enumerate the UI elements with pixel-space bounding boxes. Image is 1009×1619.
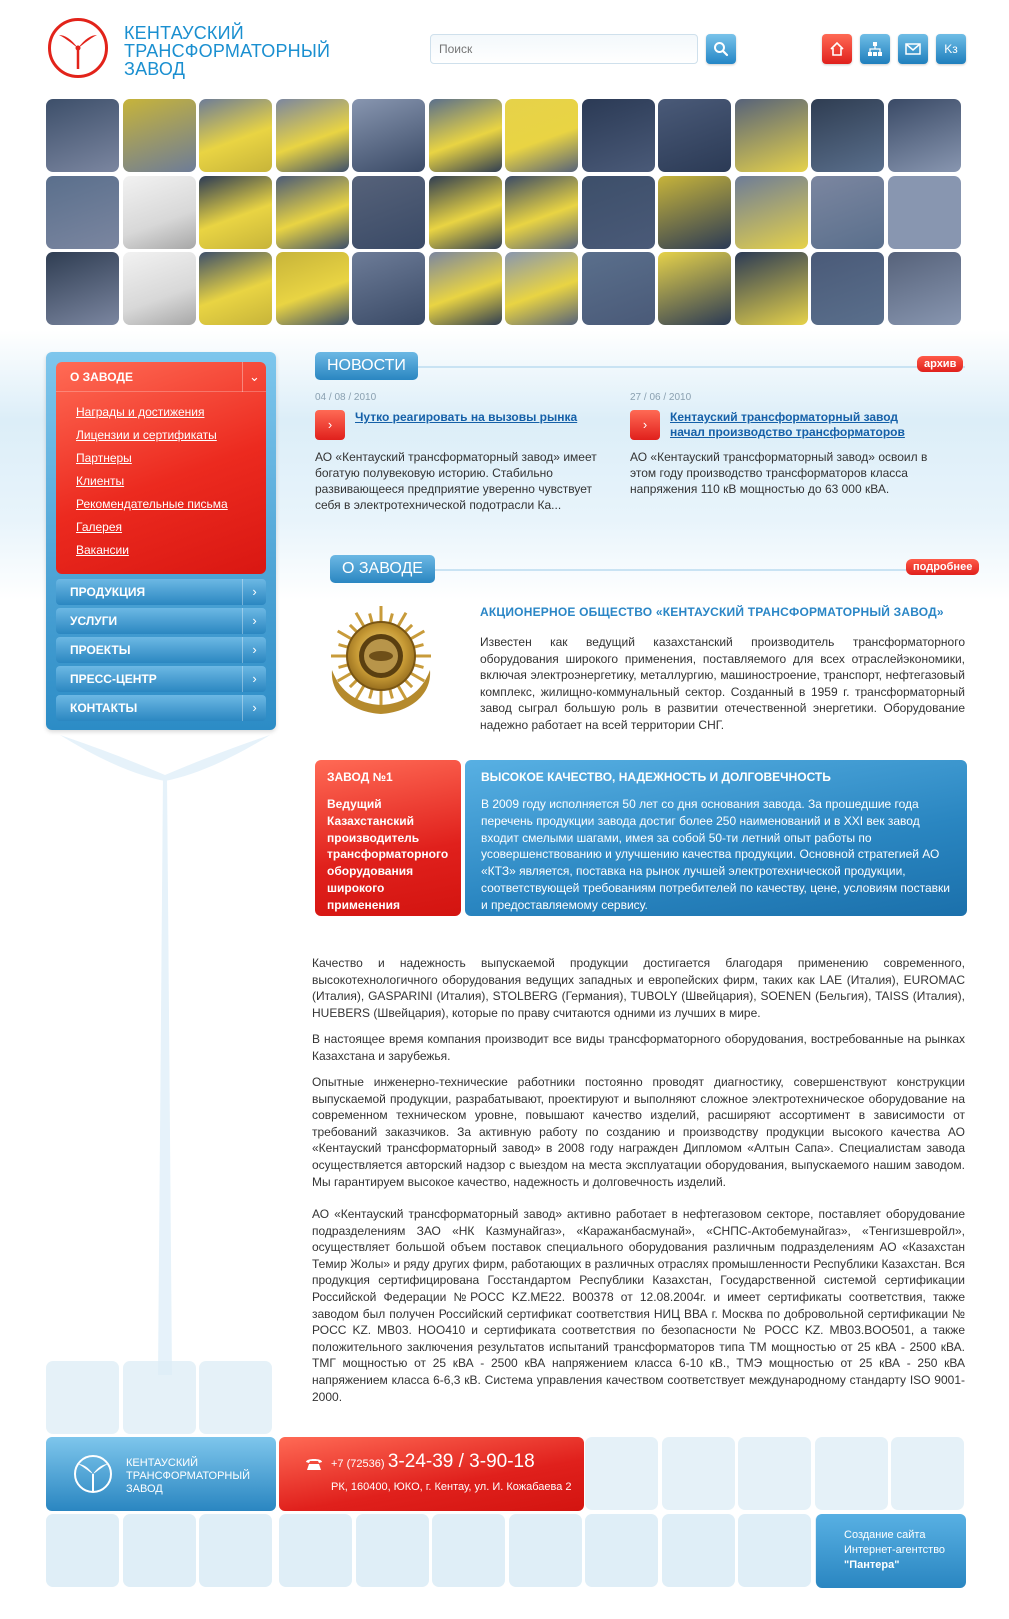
phone-prefix: +7 (72536) — [331, 1458, 385, 1470]
banner-photo-tile — [276, 176, 349, 249]
banner-photo-tile — [582, 176, 655, 249]
chevron-right-icon: › — [242, 695, 266, 721]
banner-photo-tile — [352, 99, 425, 172]
search-button[interactable] — [706, 34, 736, 64]
chevron-right-icon: › — [242, 608, 266, 634]
footer-tile — [662, 1437, 735, 1510]
banner-photo-tile — [811, 252, 884, 325]
banner-photo-tile — [735, 176, 808, 249]
about-paragraph: Опытные инженерно-технические работники постоянно проводят диагностику, совершенствуют конструкции выпускаемой продукции, разрабатывают, проектируют и выполняют сложное электротехническое оборудование на современном техническом уровне, повышают качество изделий, расширяют ассортимент в зависимости от требований заказчиков. За активную работу по созданию и производству продукции высокого качества АО «Кентауский трансформаторный завод» в 2008 году награжден Дипломом «Алтын Сапа». Специалистам завода осуществляется авторский надзор с выездом на места эксплуатации оборудования, выпускаемого нашим заводом. Мы гарантируем высокое качество, надежность и долговечность изделий. — [312, 1075, 965, 1189]
emblem-ray — [356, 613, 364, 627]
red-box-title: ЗАВОД №1 — [327, 770, 393, 784]
menu-item-services[interactable] — [56, 608, 266, 634]
menu-item-press[interactable] — [56, 666, 266, 692]
footer-contacts — [279, 1437, 584, 1511]
logo-mark[interactable] — [48, 18, 108, 78]
footer-tile — [199, 1514, 272, 1587]
footer-tile — [432, 1514, 505, 1587]
turbine-watermark-icon — [60, 735, 270, 1375]
footer-tile — [46, 1361, 119, 1434]
archive-link[interactable]: архив — [917, 356, 963, 372]
banner-photo-tile — [46, 99, 119, 172]
menu-item-label: ПРОЕКТЫ — [70, 643, 131, 657]
footer-tile — [738, 1437, 811, 1510]
logo-text[interactable] — [124, 24, 344, 78]
about-paragraph: В настоящее время компания производит все виды трансформаторного оборудования, востребованные на рынках Казахстана и зарубежья. — [312, 1032, 965, 1063]
banner-photo-tile — [658, 99, 731, 172]
banner-photo-tile — [429, 99, 502, 172]
emblem-ray — [390, 689, 393, 699]
search-input[interactable] — [430, 34, 698, 64]
banner-photo-tile — [658, 252, 731, 325]
footer-logo[interactable] — [46, 1437, 276, 1511]
factory-number-one-box — [315, 760, 461, 916]
menu-item-label: КОНТАКТЫ — [70, 701, 138, 715]
chevron-right-icon: › — [327, 417, 333, 432]
credit-line: Создание сайта — [844, 1529, 926, 1541]
emblem-ray — [390, 613, 393, 623]
menu-item-products[interactable] — [56, 579, 266, 605]
banner-photo-tile — [46, 252, 119, 325]
emblem-ray — [338, 631, 352, 639]
banner-photo-tile — [123, 252, 196, 325]
sitemap-icon — [860, 34, 890, 64]
emblem-ray — [338, 673, 352, 681]
logo-line-2: ТРАНСФОРМАТОРНЫЙ — [124, 41, 331, 61]
award-emblem-icon — [312, 600, 450, 718]
banner-photo-tile — [352, 176, 425, 249]
footer-tile — [46, 1514, 119, 1587]
footer-tile — [662, 1514, 735, 1587]
red-box-text: Ведущий Казахстанский производитель трансформаторного оборудования широкого применения — [327, 797, 449, 912]
sub-link-letters[interactable]: Рекомендательные письма — [76, 497, 228, 511]
sub-link-licenses[interactable]: Лицензии и сертификаты — [76, 428, 217, 442]
banner-photo-tile — [658, 176, 731, 249]
photo-banner — [46, 99, 967, 328]
banner-photo-tile — [888, 176, 961, 249]
footer-tile — [279, 1514, 352, 1587]
banner-photo-tile — [888, 99, 961, 172]
emblem-ray — [410, 673, 424, 681]
banner-photo-tile — [123, 99, 196, 172]
emblem-ray — [414, 665, 424, 668]
sub-link-gallery[interactable]: Галерея — [76, 520, 123, 534]
banner-photo-tile — [505, 252, 578, 325]
footer-tile — [585, 1514, 658, 1587]
banner-photo-tile — [735, 99, 808, 172]
news-date: 27 / 06 / 2010 — [630, 392, 692, 403]
emblem-ray — [370, 613, 373, 623]
sub-link-awards[interactable]: Награды и достижения — [76, 405, 205, 419]
more-link[interactable]: подробнее — [906, 559, 979, 575]
footer-tile — [891, 1437, 964, 1510]
banner-photo-tile — [582, 99, 655, 172]
menu-item-projects[interactable] — [56, 637, 266, 663]
emblem-ray — [405, 625, 412, 632]
turbine-icon — [76, 1457, 110, 1491]
menu-item-contacts[interactable] — [56, 695, 266, 721]
emblem-ray — [398, 685, 406, 699]
banner-photo-tile — [199, 99, 272, 172]
emblem-ray — [398, 613, 406, 627]
quality-box — [465, 760, 967, 916]
developer-credit[interactable] — [816, 1514, 966, 1588]
banner-photo-tile — [352, 252, 425, 325]
footer-tile — [356, 1514, 429, 1587]
news-title-link[interactable]: Чутко реагировать на вызовы рынка — [355, 410, 578, 424]
chevron-right-icon: › — [242, 666, 266, 692]
banner-photo-tile — [46, 176, 119, 249]
sub-link-vacancies[interactable]: Вакансии — [76, 543, 129, 557]
about-title: О ЗАВОДЕ — [330, 555, 435, 583]
logo-line-1: КЕНТАУСКИЙ — [124, 23, 244, 43]
news-text: АО «Кентауский трансформаторный завод» освоил в этом году производство трансформаторов класса напряжения 110 кВ мощностью до 63 000 кВА. — [630, 450, 928, 496]
emblem-ray — [414, 645, 424, 648]
sub-link-partners[interactable]: Партнеры — [76, 451, 132, 465]
emblem-ray — [350, 625, 357, 632]
news-date: 04 / 08 / 2010 — [315, 392, 377, 403]
banner-photo-tile — [123, 176, 196, 249]
footer-tile — [123, 1514, 196, 1587]
about-intro: Известен как ведущий казахстанский производитель трансформаторного оборудования широкого применения, поставляемого для всех отраслейэкономики, включая электроэнергетику, металлургию, машиностроение, транспорт, нефтегазовый комплекс, жилищно-коммунальный сектор. Созданный в 1959 г. трансформаторный завод сыграл большую роль в развитии отечественной энергетики. Оборудование надежно работает на всей территории СНГ. — [480, 635, 965, 732]
chevron-down-icon: ⌄ — [242, 362, 266, 392]
footer-tile — [123, 1361, 196, 1434]
address: РК, 160400, ЮКО, г. Кентау, ул. И. Кожабаева 2 — [331, 1481, 572, 1493]
news-text: АО «Кентауский трансформаторный завод» имеет богатую полувековую историю. Стабильно развивающееся предприятие уверенно чувствует себя в электротехнической подотрасли Ка... — [315, 450, 597, 512]
banner-photo-tile — [582, 252, 655, 325]
news-title: НОВОСТИ — [315, 352, 418, 380]
credit-line: "Пантера" — [844, 1559, 900, 1571]
emblem-ray — [338, 665, 348, 668]
news-arrow-button[interactable] — [315, 410, 345, 440]
menu-item-label: УСЛУГИ — [70, 614, 118, 628]
banner-photo-tile — [888, 252, 961, 325]
blue-box-text: В 2009 году исполняется 50 лет со дня основания завода. За прошедшие года перечень продукции завода достиг более 250 наименований и в XXI век завод входит смелыми шагами, имея за собой 50-ти летний опыт работы по усовершенствованию и улучшению качества продукции. Основной стратегией АО «КТЗ» является, поставка на рынок лучшей электротехнической продукции, соответствующей требованиям потребителей по качеству, цене, условиям поставки и предоставляемому сервису. — [481, 797, 950, 912]
menu-item-about[interactable] — [56, 362, 266, 392]
turbine-icon — [57, 27, 99, 69]
phone-numbers: 3-24-39 / 3-90-18 — [387, 1451, 535, 1472]
banner-photo-tile — [735, 252, 808, 325]
language-button[interactable]: Kз — [936, 34, 966, 64]
chevron-right-icon: › — [242, 579, 266, 605]
emblem-ray — [410, 631, 424, 639]
footer-tile — [199, 1361, 272, 1434]
phone-icon — [305, 1457, 323, 1471]
emblem-ray — [356, 685, 364, 699]
menu-item-about-label: О ЗАВОДЕ — [70, 370, 133, 384]
menu-item-label: ПРОДУКЦИЯ — [70, 585, 146, 599]
banner-photo-tile — [199, 176, 272, 249]
home-button[interactable] — [822, 34, 852, 64]
sitemap-button[interactable] — [860, 34, 890, 64]
blue-box-title: ВЫСОКОЕ КАЧЕСТВО, НАДЕЖНОСТЬ И ДОЛГОВЕЧНОСТЬ — [481, 770, 831, 784]
home-icon — [822, 34, 852, 64]
banner-photo-tile — [505, 176, 578, 249]
footer-logo-line: КЕНТАУСКИЙ — [126, 1457, 199, 1469]
banner-photo-tile — [429, 252, 502, 325]
banner-photo-tile — [199, 252, 272, 325]
mail-button[interactable] — [898, 34, 928, 64]
logo-line-3: ЗАВОД — [124, 59, 186, 79]
chevron-right-icon: › — [242, 637, 266, 663]
emblem-ray — [338, 645, 348, 648]
emblem-ray — [405, 680, 412, 687]
about-paragraph: Качество и надежность выпускаемой продукции достигается благодаря применению современного, высокотехнологичного оборудования ведущих западных и европейских фирм, таких как LAE (Италия), EUROMAC (Италия), GASPARINI (Италия), STOLBERG (Германия), TUBOLY (Швейцария), SOENEN (Бельгия), TAISS (Италия), HUEBERS (Швейцария), которые по праву считаются одними из лучших в мире. — [312, 956, 965, 1020]
sub-link-clients[interactable]: Клиенты — [76, 474, 125, 488]
about-paragraph: АО «Кентауский трансформаторный завод» активно работает в нефтегазовом секторе, поставляет оборудование подразделениям ЗАО «НК Казмунайгаз», «Каражанбасмунай», «СНПС-Актобемунайгаз», «Тенгизшевройл», осуществляет большой объем поставок специального оборудования различным подразделениям АО «Казахстан Темир Жолы» и ряду других фирм, работающих в различных отраслях промышленности Республики Казахстан. Вся продукция сертифицирована Госстандартом Республики Казахстан, Государственной системой сертификации Российской Федерации №РОСС KZ.ME22. B00378 от 12.08.2004г. и имеет сертификаты соответствия, также заводом был получен Российский сертификат соответствия НИЦ ВВА г. Москва по добровольной сертификации № РОСС KZ. MB03. HOO410 и сертификата соответствия по безопасности № РОСС KZ. MB03.BOO501, а также положительного заключения результатов испытаний трансформаторов типа ТМ мощностью от 25 кВА - 2500 кВА. ТМГ мощностью от 25 кВА - 2500 кВА напряжением класса 6-10 кВ., ТМЭ мощностью от 25 кВА - 250 кВА напряжением класса 6-6,3 кВ. Система управления качеством соответствует международному стандарту ISO 9001-2000. — [312, 1207, 965, 1404]
footer-tile — [585, 1437, 658, 1510]
footer-logo-line: ЗАВОД — [126, 1483, 163, 1495]
banner-photo-tile — [811, 99, 884, 172]
banner-photo-tile — [811, 176, 884, 249]
chevron-right-icon: › — [642, 417, 648, 432]
banner-photo-tile — [429, 176, 502, 249]
banner-photo-tile — [505, 99, 578, 172]
footer-logo-mark — [74, 1455, 112, 1493]
emblem-ray — [350, 680, 357, 687]
news-title-link[interactable]: Кентауский трансформаторный завод начал производство трансформаторов — [670, 410, 905, 439]
footer-tile — [815, 1437, 888, 1510]
emblem-ray — [370, 689, 373, 699]
menu-item-label: ПРЕСС-ЦЕНТР — [70, 672, 157, 686]
credit-line: Интернет-агентство — [844, 1544, 946, 1556]
footer-tile — [738, 1514, 811, 1587]
banner-photo-tile — [276, 99, 349, 172]
mail-icon — [898, 34, 928, 64]
footer-logo-line: ТРАНСФОРМАТОРНЫЙ — [126, 1470, 251, 1482]
news-arrow-button[interactable] — [630, 410, 660, 440]
about-heading: АКЦИОНЕРНОЕ ОБЩЕСТВО «КЕНТАУСКИЙ ТРАНСФОРМАТОРНЫЙ ЗАВОД» — [480, 605, 944, 619]
banner-photo-tile — [276, 252, 349, 325]
footer-tile — [509, 1514, 582, 1587]
search-icon — [706, 34, 736, 64]
